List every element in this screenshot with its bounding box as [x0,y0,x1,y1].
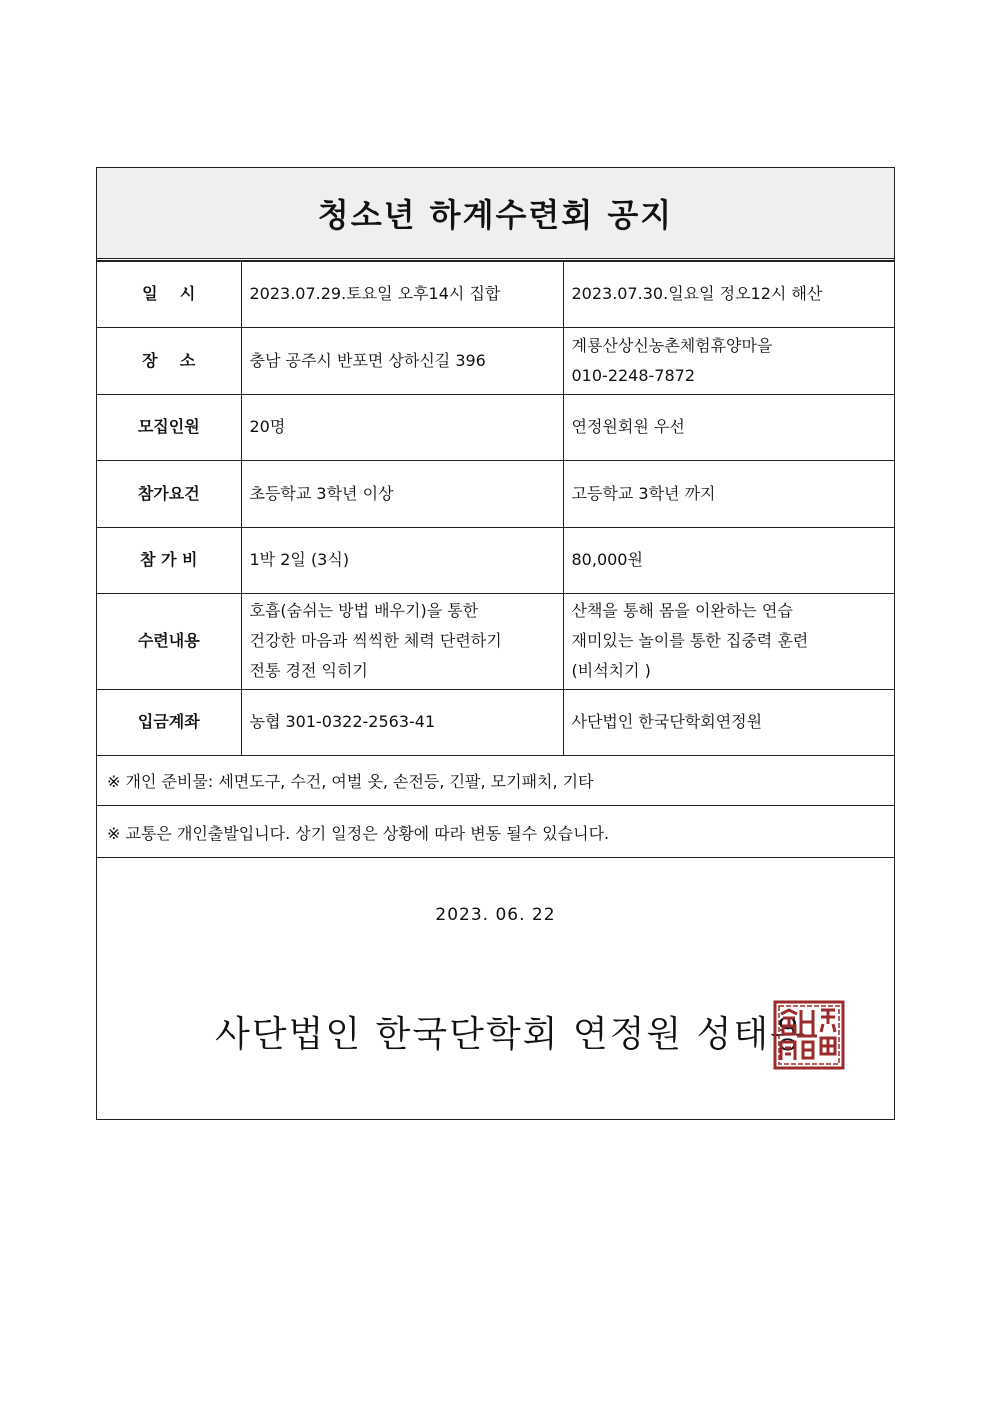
cell-line: 80,000원 [571,550,643,569]
row-left-cell [241,689,563,755]
cell-line: 초등학교 3학년 이상 [249,483,394,503]
cell-line: 고등학교 3학년 까지 [571,483,716,503]
row-left-cell [241,593,563,689]
cell-line: 충남 공주시 반포면 상하신길 396 [249,350,486,370]
table-row [97,261,894,327]
row-right-cell [563,327,894,394]
table-row [97,527,894,593]
table-row [97,593,894,689]
row-right-cell [563,460,894,527]
cell-line: 연정원회원 우선 [571,417,685,436]
document-title: 청소년 하계수련회 공지 [317,196,674,234]
cell-line: 010-2248-7872 [571,365,696,385]
table-row [97,327,894,394]
title-box [97,168,894,259]
table-row [97,394,894,460]
row-left-cell [241,327,563,394]
cell-line: 20명 [249,417,286,436]
row-label: 참가요건 [97,460,241,527]
table-row [97,460,894,527]
cell-line: 건강한 마음과 씩씩한 체력 단련하기 [249,631,502,650]
row-right-cell [563,593,894,689]
cell-line: 재미있는 놀이를 통한 집중력 훈련 [571,631,809,650]
cell-line: 산책을 통해 몸을 이완하는 연습 [571,601,793,620]
table-row [97,689,894,755]
row-left-cell [241,460,563,527]
notice-frame [96,167,895,1120]
cell-line: 1박 2일 (3식) [249,550,350,569]
cell-line: 2023.07.29.토요일 오후14시 집합 [249,284,501,304]
row-right-cell [563,261,894,327]
cell-line: 농협 301-0322-2563-41 [249,712,436,731]
row-left-cell [241,394,563,460]
row-label: 일 시 [97,261,241,327]
row-label: 입금계좌 [97,689,241,755]
row-label: 모집인원 [97,394,241,460]
cell-line: 호흡(숨쉬는 방법 배우기)을 통한 [249,601,479,620]
note-supplies: ※ 개인 준비물: 세면도구, 수건, 여벌 옷, 손전등, 긴팔, 모기패치, 기타 [97,755,894,806]
row-left-cell [241,527,563,593]
row-right-cell [563,689,894,755]
row-right-cell [563,527,894,593]
cell-line: 전통 경전 익히기 [249,661,368,680]
signature-line: 사단법인 한국단학회 연정원 성태용 [215,1014,807,1055]
official-seal-stamp [773,1000,845,1070]
row-label: 수련내용 [97,593,241,689]
row-label: 참 가 비 [97,527,241,593]
cell-line: 계룡산상신농촌체험휴양마을 [571,335,773,355]
note-transport: ※ 교통은 개인출발입니다. 상기 일정은 상황에 따라 변동 될수 있습니다. [97,807,894,858]
row-label: 장 소 [97,327,241,394]
info-table [97,260,894,756]
row-left-cell [241,261,563,327]
row-right-cell [563,394,894,460]
cell-line: 사단법인 한국단학회연정원 [571,712,763,731]
cell-line: (비석치기 ) [571,661,651,680]
issue-date: 2023. 06. 22 [435,905,556,925]
cell-line: 2023.07.30.일요일 정오12시 해산 [571,284,823,304]
